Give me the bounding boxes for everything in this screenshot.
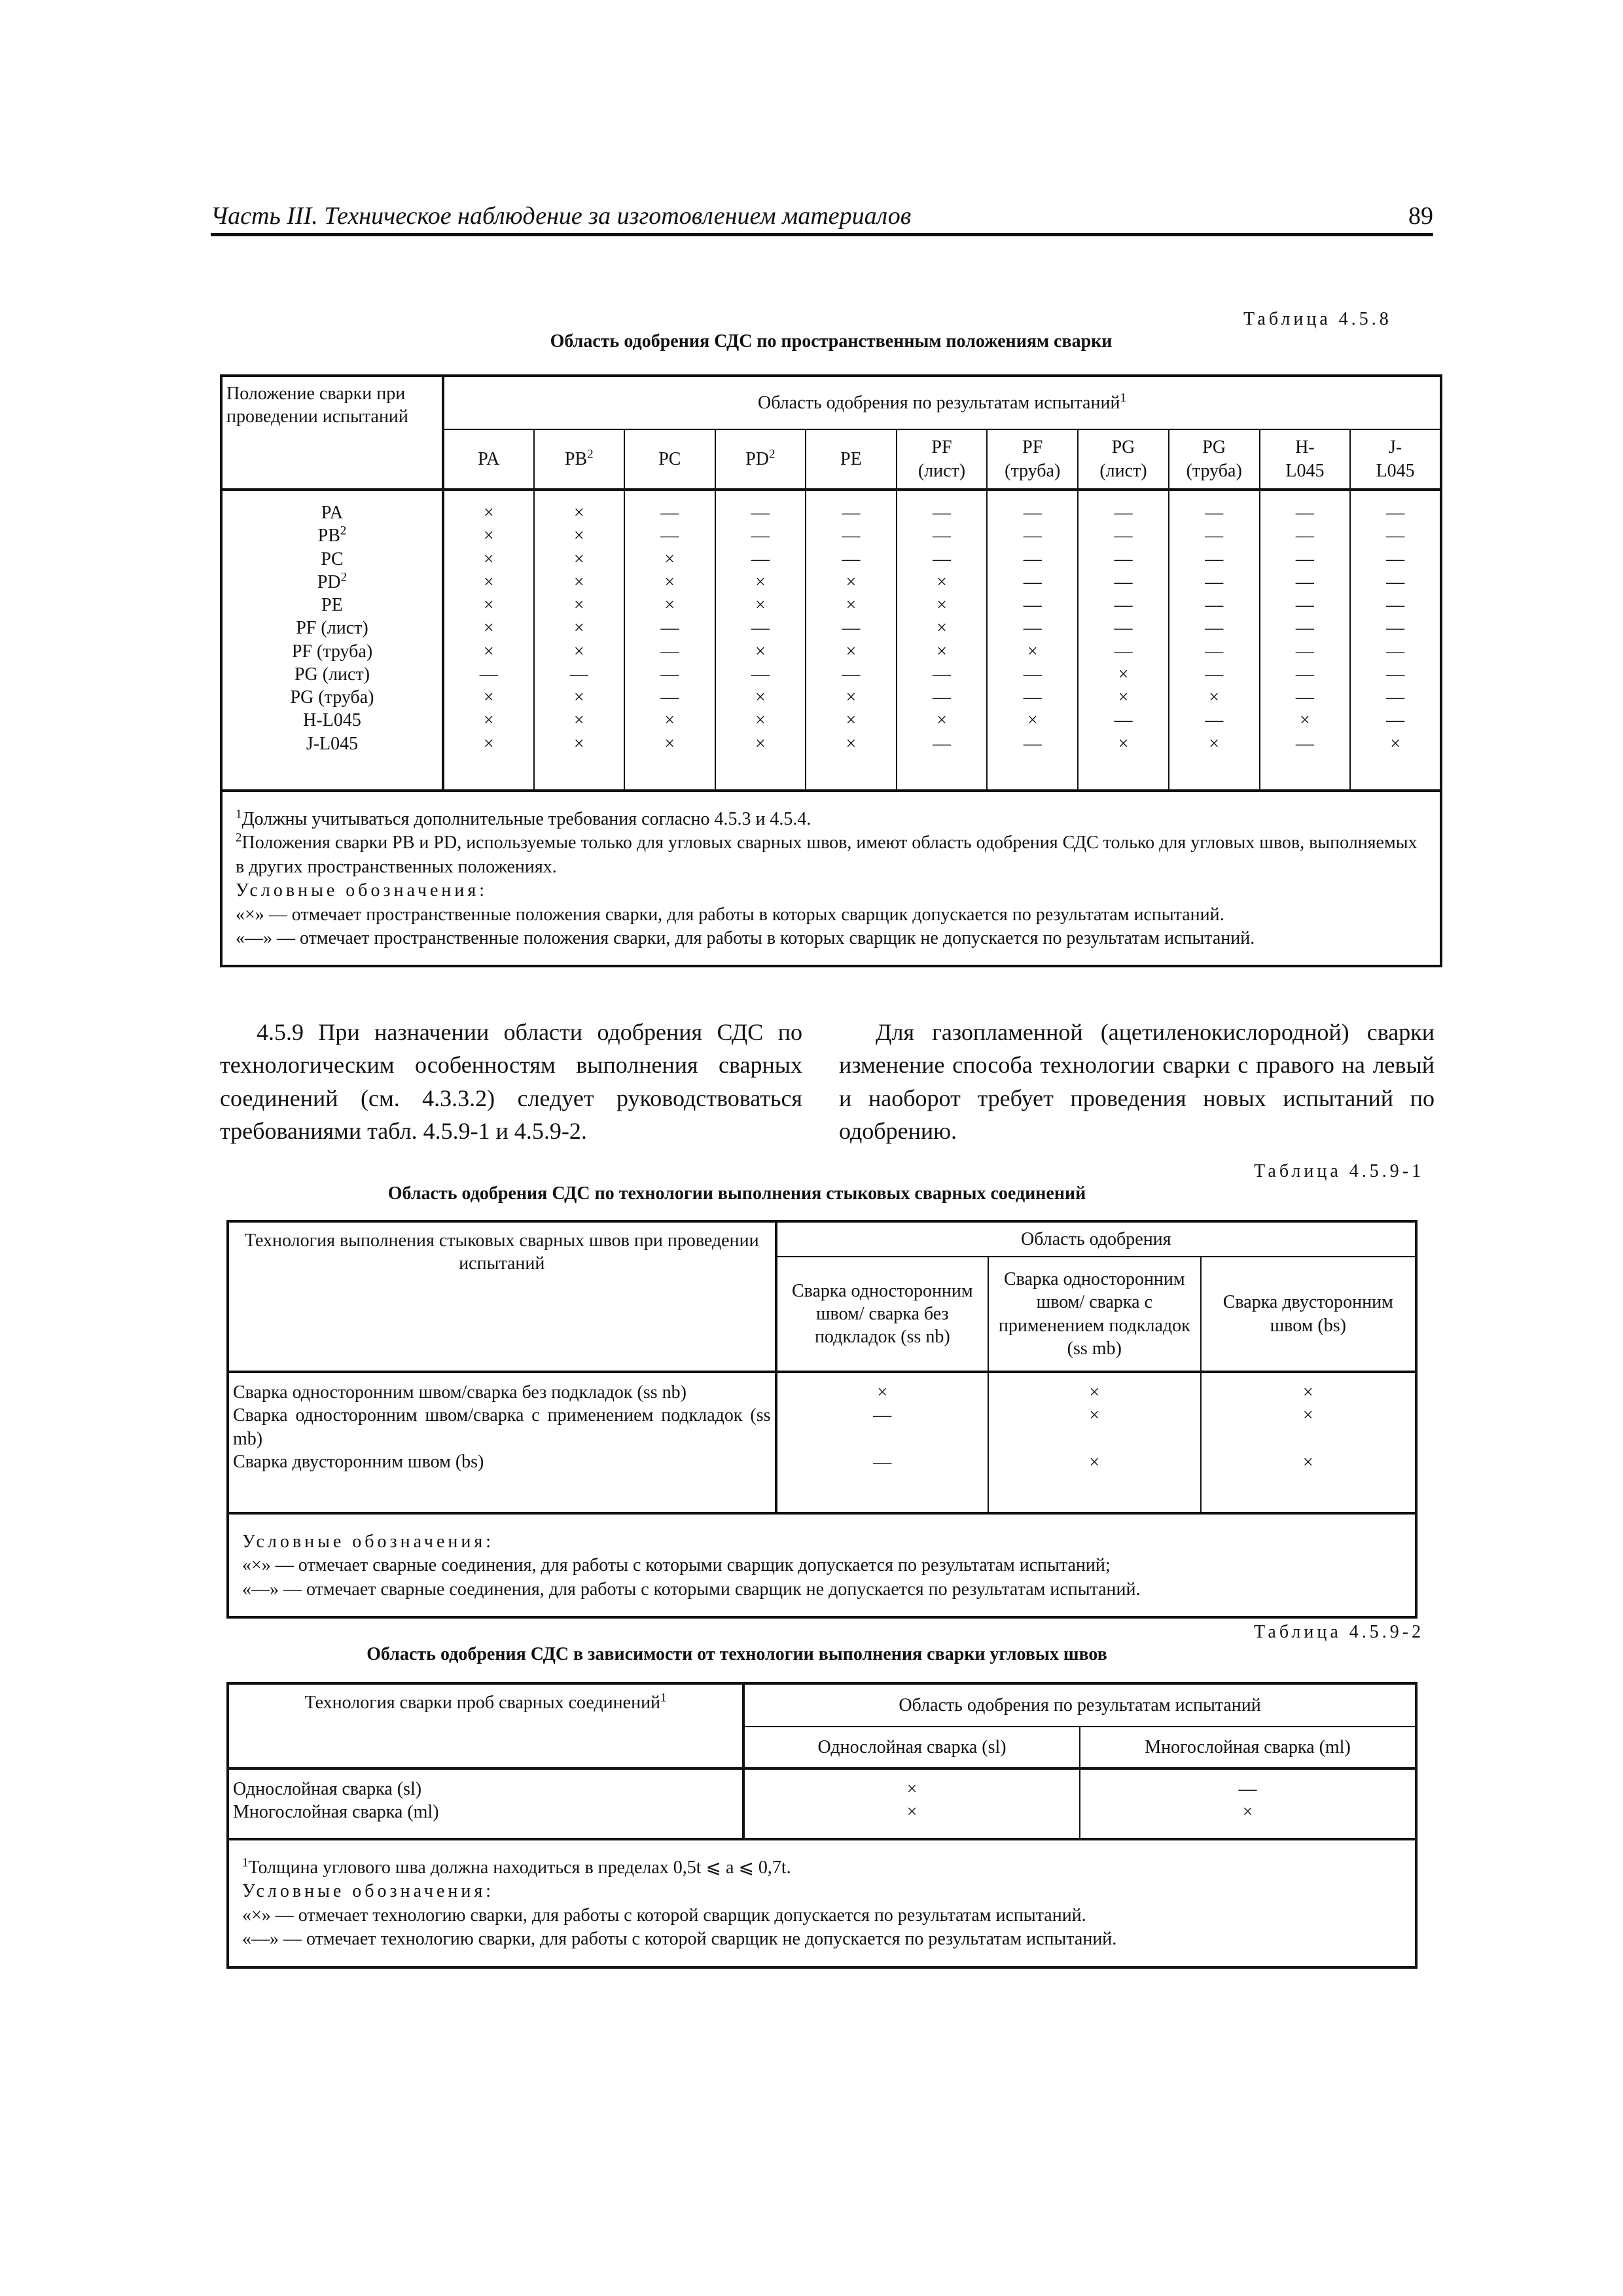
col-header-10 <box>1350 429 1441 490</box>
col-header-0: Сварка односторонним швом/ сварка без подкладок (ss nb) <box>776 1257 989 1372</box>
table-4-5-9-2-row-header: Технология сварки проб сварных соединений$^1$ <box>228 1683 743 1768</box>
table-4-5-9-1-caption: Область одобрения СДС по технологии выполнения стыковых сварных соединений <box>387 1183 1086 1204</box>
table-cell: — <box>1114 571 1133 592</box>
table-cell: — <box>751 526 770 547</box>
table-cell: — <box>1386 595 1405 616</box>
col-header-1: Многослойная сварка (ml) <box>1080 1727 1416 1768</box>
col-header-line1: PF <box>931 437 952 458</box>
table-cell: — <box>1386 548 1405 569</box>
row-label-text: J-L045 <box>306 733 359 754</box>
table-cell: — <box>1023 571 1042 592</box>
row-label <box>226 548 438 571</box>
col-header-line2: (лист) <box>918 460 966 481</box>
table-cell: — <box>932 664 951 685</box>
row-label-sup: 2 <box>340 570 348 584</box>
table-cell: — <box>1205 571 1224 592</box>
table-4-5-9-1-group-header: Область одобрения <box>776 1221 1416 1257</box>
table-cell: — <box>842 664 861 685</box>
col-header-line1: PF <box>1022 437 1043 458</box>
col-header-2: Сварка двусторонним швом (bs) <box>1201 1257 1416 1372</box>
legend-dash: «—» — отмечает пространственные положения сварки, для работы в которых сварщик не допускается по результатам испытаний. <box>236 927 1255 948</box>
note-1: $^1$Должны учитываться дополнительные требования согласно 4.5.3 и 4.5.4. <box>236 807 812 829</box>
table-cell: × <box>1209 687 1220 708</box>
data-column-10 <box>1350 490 1441 791</box>
table-cell: × <box>1027 641 1038 662</box>
table-cell: — <box>660 618 679 639</box>
row-label: Многослойная сварка (ml) <box>233 1802 439 1823</box>
table-cell: — <box>660 526 679 547</box>
table-cell: — <box>1023 548 1042 569</box>
table-cell: × <box>906 1802 918 1823</box>
table-cell: — <box>1295 595 1314 616</box>
table-4-5-9-1-row-labels <box>228 1372 776 1513</box>
table-cell: — <box>1205 710 1224 731</box>
row-label: Однослойная сварка (sl) <box>233 1779 422 1799</box>
table-cell: — <box>873 1405 892 1426</box>
table-cell: × <box>1390 733 1401 754</box>
legend-dash: «—» — отмечает сварные соединения, для работы с которыми сварщик не допускается по результатам испытаний. <box>242 1579 1141 1600</box>
data-column-6 <box>987 490 1078 791</box>
data-column-1 <box>988 1372 1201 1513</box>
table-cell: × <box>483 571 494 592</box>
table-cell: — <box>1295 664 1314 685</box>
col-header-line2: (труба) <box>1005 460 1061 481</box>
table-cell: — <box>932 503 951 523</box>
row-label <box>226 617 438 639</box>
table-cell: × <box>846 710 857 731</box>
table-cell: — <box>1295 548 1314 569</box>
data-column-1 <box>1080 1768 1416 1839</box>
row-label-sup: 2 <box>340 524 347 538</box>
table-4-5-8-row-labels <box>221 490 443 791</box>
table-cell: — <box>660 687 679 708</box>
page-header <box>211 196 1433 236</box>
row-label-text: PF (труба) <box>291 641 373 662</box>
table-cell: — <box>1205 641 1224 662</box>
table-4-5-8-label: Таблица 4.5.8 <box>1243 309 1392 329</box>
row-label <box>226 732 438 755</box>
data-column-0 <box>776 1372 989 1513</box>
row-label <box>226 501 438 524</box>
table-cell: × <box>846 595 857 616</box>
col-header-line2: L045 <box>1376 460 1415 481</box>
table-cell: — <box>1205 503 1224 523</box>
table-cell: × <box>936 710 947 731</box>
table-cell: × <box>846 733 857 754</box>
table-cell: × <box>483 595 494 616</box>
table-cell: × <box>1089 1382 1100 1403</box>
table-cell: — <box>660 503 679 523</box>
row-label <box>226 640 438 663</box>
table-cell: × <box>936 595 947 616</box>
table-cell: — <box>842 618 861 639</box>
row-label: Сварка двусторонним швом (bs) <box>233 1451 484 1472</box>
table-cell: × <box>755 595 766 616</box>
table-cell: — <box>1205 664 1224 685</box>
row-label <box>226 709 438 732</box>
table-4-5-8-row-header: Положение сварки при проведении испытаний <box>221 376 443 490</box>
data-column-9 <box>1260 490 1351 791</box>
data-column-3 <box>715 490 806 791</box>
row-label <box>226 594 438 617</box>
table-cell: — <box>1114 595 1133 616</box>
col-header-7 <box>1078 429 1169 490</box>
table-cell: — <box>1023 618 1042 639</box>
row-label-text: PD <box>317 571 341 592</box>
data-column-5 <box>897 490 988 791</box>
table-cell: × <box>906 1779 918 1799</box>
table-cell: — <box>1023 687 1042 708</box>
table-cell: × <box>483 618 494 639</box>
col-header-line1: J- <box>1389 437 1402 458</box>
table-cell: × <box>573 571 584 592</box>
legend-cross: «×» — отмечает пространственные положения сварки, для работы в которых сварщик допускается по результатам испытаний. <box>236 904 1224 925</box>
data-column-7 <box>1078 490 1169 791</box>
table-cell: × <box>1302 1405 1313 1426</box>
table-cell: — <box>660 641 679 662</box>
table-cell: — <box>1205 595 1224 616</box>
legend-cross: «×» — отмечает сварные соединения, для работы с которыми сварщик допускается по результатам испытаний; <box>242 1555 1111 1576</box>
table-cell: — <box>932 526 951 547</box>
table-4-5-8-group-header: Область одобрения по результатам испытаний$^1$ <box>443 376 1441 429</box>
table-cell: × <box>664 733 675 754</box>
table-4-5-9-1-label: Таблица 4.5.9-1 <box>1254 1161 1425 1181</box>
table-cell: × <box>846 641 857 662</box>
table-cell: × <box>1118 687 1129 708</box>
table-4-5-8 <box>220 374 1442 967</box>
table-cell: × <box>573 595 584 616</box>
table-cell: — <box>842 503 861 523</box>
table-cell: × <box>483 710 494 731</box>
table-cell: — <box>1386 618 1405 639</box>
row-label-text: PB <box>317 526 340 547</box>
data-column-0 <box>743 1768 1080 1839</box>
col-header-5 <box>897 429 988 490</box>
table-cell: — <box>1386 571 1405 592</box>
table-cell: — <box>1114 548 1133 569</box>
table-cell: — <box>1114 710 1133 731</box>
table-4-5-8-caption: Область одобрения СДС по пространственным положениям сварки <box>550 331 1113 351</box>
table-cell: × <box>1209 733 1220 754</box>
table-cell: × <box>573 710 584 731</box>
table-cell: — <box>1386 641 1405 662</box>
table-cell: — <box>660 664 679 685</box>
table-4-5-9-2-notes <box>228 1839 1416 1967</box>
row-label-text: PA <box>321 503 344 523</box>
table-cell: × <box>755 710 766 731</box>
table-cell: — <box>1023 526 1042 547</box>
col-header-0 <box>443 429 534 490</box>
table-cell: — <box>1023 503 1042 523</box>
table-cell: — <box>1295 733 1314 754</box>
table-cell: × <box>755 571 766 592</box>
paragraph-gas-welding: Для газопламенной (ацетиленокислородной) сварки изменение способа технологии сварки с правого на левый и наоборот требует проведения новых испытаний по одобрению. <box>839 1019 1435 1145</box>
table-cell: — <box>751 664 770 685</box>
table-cell: — <box>1386 710 1405 731</box>
col-header-line2: (лист) <box>1099 460 1147 481</box>
table-cell: × <box>483 526 494 547</box>
col-header-6 <box>987 429 1078 490</box>
table-cell: — <box>842 526 861 547</box>
table-cell: — <box>1295 641 1314 662</box>
legend-title: Условные обозначения: <box>236 880 488 901</box>
table-cell: × <box>664 710 675 731</box>
table-cell: × <box>1089 1452 1100 1473</box>
table-cell: — <box>1023 733 1042 754</box>
row-label <box>226 663 438 686</box>
table-cell: × <box>1027 710 1038 731</box>
table-cell: × <box>877 1382 888 1403</box>
table-cell: — <box>1205 618 1224 639</box>
table-cell: — <box>751 548 770 569</box>
table-cell: × <box>483 641 494 662</box>
col-header-line1: PC <box>658 448 681 469</box>
col-header-4 <box>806 429 897 490</box>
col-header-line2: L045 <box>1285 460 1325 481</box>
table-cell: — <box>932 548 951 569</box>
data-column-1 <box>534 490 625 791</box>
page-number: 89 <box>1408 202 1433 230</box>
table-cell: × <box>755 733 766 754</box>
table-cell: × <box>483 687 494 708</box>
table-4-5-8-notes <box>221 791 1441 966</box>
table-cell: — <box>569 664 588 685</box>
table-cell: — <box>1114 618 1133 639</box>
col-header-sup: 2 <box>587 447 594 461</box>
table-cell: — <box>1386 503 1405 523</box>
table-cell: × <box>1302 1452 1313 1473</box>
table-cell: × <box>483 733 494 754</box>
table-cell: — <box>1023 595 1042 616</box>
col-header-1 <box>534 429 625 490</box>
row-label: Сварка односторонним швом/сварка с применением подкладок (ss mb) <box>233 1405 771 1449</box>
table-cell: × <box>573 548 584 569</box>
data-column-2 <box>624 490 715 791</box>
table-cell: × <box>846 687 857 708</box>
table-4-5-9-2-caption: Область одобрения СДС в зависимости от технологии выполнения сварки угловых швов <box>366 1644 1107 1664</box>
note-1: $^1$Толщина углового шва должна находиться в пределах 0,5t ⩽ a ⩽ 0,7t. <box>242 1856 791 1878</box>
table-cell: — <box>1023 664 1042 685</box>
table-cell: × <box>1300 710 1310 731</box>
col-header-0: Однослойная сварка (sl) <box>743 1727 1080 1768</box>
table-cell: × <box>573 733 584 754</box>
table-cell: × <box>1089 1405 1100 1426</box>
table-cell: — <box>1114 503 1133 523</box>
legend-cross: «×» — отмечает технологию сварки, для работы с которой сварщик допускается по результатам испытаний. <box>242 1905 1086 1926</box>
legend-title: Условные обозначения: <box>242 1881 495 1902</box>
table-cell: × <box>755 641 766 662</box>
table-cell: — <box>1114 526 1133 547</box>
table-cell: × <box>573 526 584 547</box>
table-cell: — <box>1114 641 1133 662</box>
table-cell: × <box>573 641 584 662</box>
col-header-line1: PE <box>840 448 862 469</box>
table-cell: × <box>936 571 947 592</box>
table-cell: × <box>573 503 584 523</box>
legend-title: Условные обозначения: <box>242 1532 495 1552</box>
table-cell: — <box>1295 503 1314 523</box>
table-cell: × <box>936 618 947 639</box>
table-cell: — <box>932 687 951 708</box>
table-cell: — <box>479 664 498 685</box>
table-cell: — <box>1295 687 1314 708</box>
table-cell: × <box>1118 664 1129 685</box>
table-cell: × <box>1118 733 1129 754</box>
table-cell: — <box>1205 526 1224 547</box>
running-title: Часть III. Техническое наблюдение за изготовлением материалов <box>211 202 912 230</box>
table-cell: — <box>1386 687 1405 708</box>
row-label <box>226 686 438 709</box>
note-2: $^2$Положения сварки PB и PD, используемые только для угловых сварных швов, имеют область одобрения СДС только для угловых швов, выполняемых в других пространственных положениях. <box>236 831 1418 877</box>
table-cell: × <box>664 595 675 616</box>
col-header-line1: H- <box>1295 437 1315 458</box>
table-cell: × <box>664 571 675 592</box>
row-label-text: PC <box>321 548 344 569</box>
data-column-0 <box>443 490 534 791</box>
table-cell: — <box>873 1452 892 1473</box>
row-label: Сварка односторонним швом/сварка без подкладок (ss nb) <box>233 1382 687 1403</box>
row-label <box>226 571 438 594</box>
col-header-line2: (труба) <box>1186 460 1242 481</box>
table-4-5-9-1-row-header: Технология выполнения стыковых сварных швов при проведении испытаний <box>228 1221 776 1372</box>
table-4-5-9-2 <box>226 1682 1418 1969</box>
table-4-5-9-2-group-header: Область одобрения по результатам испытаний <box>743 1683 1416 1727</box>
col-header-line1: PG <box>1202 437 1226 458</box>
table-4-5-9-2-label: Таблица 4.5.9-2 <box>1254 1622 1425 1642</box>
table-cell: × <box>664 548 675 569</box>
table-cell: × <box>846 571 857 592</box>
table-cell: × <box>573 687 584 708</box>
paragraph-4-5-9: 4.5.9 При назначении области одобрения СДС по технологическим особенностям выполнения сварных соединений (см. 4.3.3.2) следует руководствоваться требованиями табл. 4.5.9-1 и 4.5.9-2. <box>220 1019 802 1145</box>
data-column-8 <box>1169 490 1260 791</box>
table-4-5-9-1-notes <box>228 1513 1416 1617</box>
col-header-line1: PA <box>478 448 500 469</box>
col-header-3 <box>715 429 806 490</box>
table-cell: × <box>755 687 766 708</box>
row-label-text: PF (лист) <box>296 618 368 639</box>
table-cell: — <box>751 503 770 523</box>
table-4-5-9-1 <box>226 1220 1418 1619</box>
table-cell: — <box>1386 664 1405 685</box>
table-cell: × <box>1302 1382 1313 1403</box>
table-cell: × <box>483 503 494 523</box>
col-header-line1: PB <box>564 448 588 469</box>
row-label-text: PG (лист) <box>294 664 370 685</box>
table-cell: — <box>1295 526 1314 547</box>
table-4-5-9-2-row-labels <box>228 1768 743 1839</box>
col-header-line1: PD <box>745 448 769 469</box>
data-column-4 <box>806 490 897 791</box>
row-label-text: PE <box>321 595 343 616</box>
table-cell: — <box>1295 571 1314 592</box>
col-header-1: Сварка односторонним швом/ сварка с применением подкладок (ss mb) <box>988 1257 1201 1372</box>
row-label-text: PG (труба) <box>290 687 374 708</box>
table-cell: — <box>1295 618 1314 639</box>
table-cell: — <box>1238 1779 1257 1799</box>
table-cell: — <box>1205 548 1224 569</box>
col-header-line1: PG <box>1111 437 1135 458</box>
table-cell: × <box>573 618 584 639</box>
table-cell: — <box>842 548 861 569</box>
legend-dash: «—» — отмечает технологию сварки, для работы с которой сварщик не допускается по результатам испытаний. <box>242 1929 1117 1950</box>
table-cell: — <box>932 733 951 754</box>
col-header-9 <box>1260 429 1351 490</box>
data-column-2 <box>1201 1372 1416 1513</box>
row-label <box>226 524 438 547</box>
table-cell: — <box>751 618 770 639</box>
table-cell: × <box>1242 1802 1253 1823</box>
table-cell: — <box>1386 526 1405 547</box>
table-cell: × <box>483 548 494 569</box>
table-cell: × <box>936 641 947 662</box>
col-header-sup: 2 <box>768 447 776 461</box>
col-header-8 <box>1169 429 1260 490</box>
row-label-text: H-L045 <box>303 710 361 731</box>
col-header-2 <box>624 429 715 490</box>
